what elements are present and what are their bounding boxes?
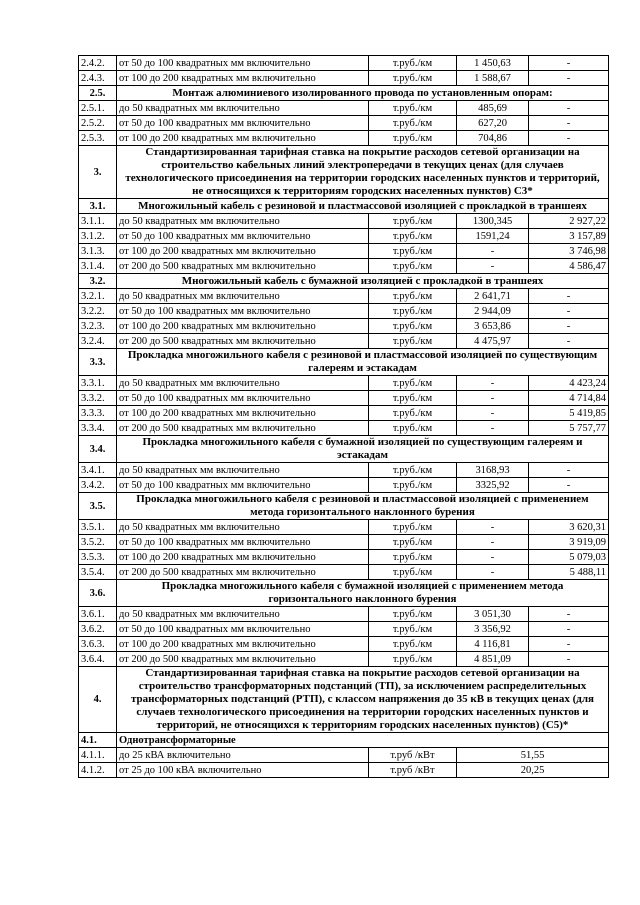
item-unit: т.руб./км xyxy=(369,319,457,334)
item-number: 3.1.4. xyxy=(79,259,117,274)
rate-value-1: 2 641,71 xyxy=(457,289,529,304)
section-number: 3.3. xyxy=(79,349,117,376)
table-row xyxy=(79,622,609,637)
section-header-row xyxy=(79,733,609,748)
item-unit: т.руб./км xyxy=(369,304,457,319)
table-row xyxy=(79,391,609,406)
rate-value-2: 4 423,24 xyxy=(529,376,609,391)
rate-value-2: - xyxy=(529,622,609,637)
section-title: Стандартизированная тарифная ставка на покрытие расходов сетевой организации на строительство кабельных линий электропередачи в текущих ценах (для случаев технологического присоединения на территории городских населенных пунктов и территорий, не относящихся к территориям городских населенных пунктов) С3* xyxy=(117,146,609,199)
table-row xyxy=(79,319,609,334)
rate-value-1: 4 851,09 xyxy=(457,652,529,667)
item-unit: т.руб./км xyxy=(369,376,457,391)
item-description: до 50 квадратных мм включительно xyxy=(117,289,369,304)
table-row xyxy=(79,565,609,580)
section-header-row xyxy=(79,667,609,733)
table-row xyxy=(79,421,609,436)
rate-value-2: - xyxy=(529,463,609,478)
table-row xyxy=(79,406,609,421)
rate-value-2: 5 419,85 xyxy=(529,406,609,421)
rate-value-1: 2 944,09 xyxy=(457,304,529,319)
section-number: 3.2. xyxy=(79,274,117,289)
table-row xyxy=(79,244,609,259)
item-description: от 100 до 200 квадратных мм включительно xyxy=(117,319,369,334)
section-title: Прокладка многожильного кабеля с резиновой и пластмассовой изоляцией по существующим галереям и эстакадам xyxy=(117,349,609,376)
item-description: от 50 до 100 квадратных мм включительно xyxy=(117,56,369,71)
item-unit: т.руб./км xyxy=(369,607,457,622)
item-number: 3.5.2. xyxy=(79,535,117,550)
rate-value-2: - xyxy=(529,101,609,116)
rate-value-2: - xyxy=(529,71,609,86)
rate-value-1: 485,69 xyxy=(457,101,529,116)
item-unit: т.руб./км xyxy=(369,652,457,667)
rate-value-2: - xyxy=(529,637,609,652)
section-number: 4. xyxy=(79,667,117,733)
section-number: 3. xyxy=(79,146,117,199)
section-title: Многожильный кабель с резиновой и пластмассовой изоляцией с прокладкой в траншеях xyxy=(117,199,609,214)
table-row xyxy=(79,763,609,778)
section-number: 3.4. xyxy=(79,436,117,463)
rate-value-1: - xyxy=(457,376,529,391)
item-number: 3.3.2. xyxy=(79,391,117,406)
table-row xyxy=(79,550,609,565)
item-description: от 50 до 100 квадратных мм включительно xyxy=(117,535,369,550)
item-unit: т.руб./км xyxy=(369,535,457,550)
table-row xyxy=(79,535,609,550)
item-unit: т.руб./км xyxy=(369,550,457,565)
table-row xyxy=(79,607,609,622)
item-number: 3.6.1. xyxy=(79,607,117,622)
item-description: от 50 до 100 квадратных мм включительно xyxy=(117,304,369,319)
item-number: 2.5.1. xyxy=(79,101,117,116)
item-number: 3.5.3. xyxy=(79,550,117,565)
item-unit: т.руб./км xyxy=(369,259,457,274)
table-row xyxy=(79,637,609,652)
item-number: 2.5.2. xyxy=(79,116,117,131)
rate-value-1: - xyxy=(457,391,529,406)
table-row xyxy=(79,463,609,478)
section-number: 3.5. xyxy=(79,493,117,520)
table-row xyxy=(79,304,609,319)
item-number: 3.3.1. xyxy=(79,376,117,391)
section-title: Монтаж алюминиевого изолированного провода по установленным опорам: xyxy=(117,86,609,101)
item-number: 3.6.2. xyxy=(79,622,117,637)
item-number: 3.2.4. xyxy=(79,334,117,349)
rate-value-2: 3 746,98 xyxy=(529,244,609,259)
item-description: до 50 квадратных мм включительно xyxy=(117,214,369,229)
rate-value: 20,25 xyxy=(457,763,609,778)
item-description: до 25 кВА включительно xyxy=(117,748,369,763)
item-number: 4.1.2. xyxy=(79,763,117,778)
rate-value-2: 4 586,47 xyxy=(529,259,609,274)
rate-value-1: 1 588,67 xyxy=(457,71,529,86)
section-title: Однотрансформаторные xyxy=(117,733,609,748)
item-number: 3.1.1. xyxy=(79,214,117,229)
item-description: от 50 до 100 квадратных мм включительно xyxy=(117,116,369,131)
table-row xyxy=(79,334,609,349)
item-number: 2.4.3. xyxy=(79,71,117,86)
item-description: от 200 до 500 квадратных мм включительно xyxy=(117,565,369,580)
section-header-row xyxy=(79,199,609,214)
item-unit: т.руб./км xyxy=(369,229,457,244)
item-number: 3.4.1. xyxy=(79,463,117,478)
rate-value-1: 627,20 xyxy=(457,116,529,131)
item-unit: т.руб /кВт xyxy=(369,748,457,763)
item-description: до 50 квадратных мм включительно xyxy=(117,376,369,391)
item-unit: т.руб /кВт xyxy=(369,763,457,778)
table-row xyxy=(79,478,609,493)
item-unit: т.руб./км xyxy=(369,71,457,86)
section-title: Прокладка многожильного кабеля с бумажной изоляцией с применением метода горизонтального наклонного бурения xyxy=(117,580,609,607)
rate-value-1: 3325,92 xyxy=(457,478,529,493)
table-row xyxy=(79,116,609,131)
rate-value-2: 3 620,31 xyxy=(529,520,609,535)
section-number: 3.6. xyxy=(79,580,117,607)
section-header-row xyxy=(79,493,609,520)
item-description: от 50 до 100 квадратных мм включительно xyxy=(117,229,369,244)
item-number: 3.2.2. xyxy=(79,304,117,319)
rate-value-2: - xyxy=(529,319,609,334)
table-row xyxy=(79,101,609,116)
rate-value-1: 3168,93 xyxy=(457,463,529,478)
item-number: 3.3.4. xyxy=(79,421,117,436)
section-header-row xyxy=(79,436,609,463)
rate-value-1: 4 475,97 xyxy=(457,334,529,349)
rate-value-1: - xyxy=(457,244,529,259)
section-header-row xyxy=(79,274,609,289)
rate-value-1: - xyxy=(457,550,529,565)
item-number: 4.1.1. xyxy=(79,748,117,763)
item-description: до 50 квадратных мм включительно xyxy=(117,607,369,622)
rate-value-1: - xyxy=(457,259,529,274)
item-unit: т.руб./км xyxy=(369,289,457,304)
item-number: 3.5.1. xyxy=(79,520,117,535)
rate-value-2: 2 927,22 xyxy=(529,214,609,229)
rate-value-1: 1300,345 xyxy=(457,214,529,229)
table-row xyxy=(79,71,609,86)
item-number: 3.1.3. xyxy=(79,244,117,259)
rate-value-2: 4 714,84 xyxy=(529,391,609,406)
item-unit: т.руб./км xyxy=(369,622,457,637)
rate-value-1: 3 653,86 xyxy=(457,319,529,334)
rate-value-1: - xyxy=(457,535,529,550)
rate-value-2: 5 079,03 xyxy=(529,550,609,565)
item-description: от 200 до 500 квадратных мм включительно xyxy=(117,652,369,667)
item-number: 3.4.2. xyxy=(79,478,117,493)
item-description: от 200 до 500 квадратных мм включительно xyxy=(117,421,369,436)
rate-value-1: - xyxy=(457,421,529,436)
item-unit: т.руб./км xyxy=(369,244,457,259)
rate-value-1: 1 450,63 xyxy=(457,56,529,71)
section-title: Многожильный кабель с бумажной изоляцией с прокладкой в траншеях xyxy=(117,274,609,289)
section-header-row xyxy=(79,86,609,101)
item-unit: т.руб./км xyxy=(369,101,457,116)
tariff-page xyxy=(78,55,608,778)
rate-value-2: - xyxy=(529,304,609,319)
rate-value-1: 704,86 xyxy=(457,131,529,146)
item-number: 3.5.4. xyxy=(79,565,117,580)
table-row xyxy=(79,131,609,146)
rate-value-1: 4 116,81 xyxy=(457,637,529,652)
item-number: 3.3.3. xyxy=(79,406,117,421)
item-number: 3.6.3. xyxy=(79,637,117,652)
item-description: от 25 до 100 кВА включительно xyxy=(117,763,369,778)
table-row xyxy=(79,520,609,535)
item-description: от 200 до 500 квадратных мм включительно xyxy=(117,259,369,274)
rate-value-1: 1591,24 xyxy=(457,229,529,244)
section-title: Прокладка многожильного кабеля с бумажной изоляцией по существующим галереям и эстакадам xyxy=(117,436,609,463)
rate-value-2: - xyxy=(529,607,609,622)
table-row xyxy=(79,259,609,274)
section-number: 2.5. xyxy=(79,86,117,101)
rate-value-2: - xyxy=(529,334,609,349)
item-number: 3.2.1. xyxy=(79,289,117,304)
item-unit: т.руб./км xyxy=(369,391,457,406)
item-description: от 100 до 200 квадратных мм включительно xyxy=(117,131,369,146)
table-row xyxy=(79,652,609,667)
rate-value-2: 3 157,89 xyxy=(529,229,609,244)
rate-value-2: - xyxy=(529,116,609,131)
section-number: 4.1. xyxy=(79,733,117,748)
rate-value-1: 3 051,30 xyxy=(457,607,529,622)
item-unit: т.руб./км xyxy=(369,565,457,580)
item-number: 2.5.3. xyxy=(79,131,117,146)
rate-value-2: - xyxy=(529,131,609,146)
table-row xyxy=(79,289,609,304)
item-unit: т.руб./км xyxy=(369,214,457,229)
rate-value-2: - xyxy=(529,56,609,71)
rate-value-2: - xyxy=(529,652,609,667)
item-number: 3.2.3. xyxy=(79,319,117,334)
rate-value-2: - xyxy=(529,289,609,304)
table-row xyxy=(79,214,609,229)
rate-value-1: - xyxy=(457,565,529,580)
section-title: Стандартизированная тарифная ставка на покрытие расходов сетевой организации на строительство трансформаторных подстанций (ТП), за исключением распределительных трансформаторных подстанций (РТП), с классом напряжения до 35 кВ в текущих ценах (для случаев технологического присоединения на территории городских населенных пунктов и территорий, не относящихся к территориям городских населенных пунктов) (С5)* xyxy=(117,667,609,733)
rate-value-1: - xyxy=(457,520,529,535)
rate-value-1: - xyxy=(457,406,529,421)
item-description: от 100 до 200 квадратных мм включительно xyxy=(117,406,369,421)
item-unit: т.руб./км xyxy=(369,56,457,71)
section-header-row xyxy=(79,349,609,376)
item-unit: т.руб./км xyxy=(369,406,457,421)
section-header-row xyxy=(79,146,609,199)
rate-value: 51,55 xyxy=(457,748,609,763)
item-unit: т.руб./км xyxy=(369,637,457,652)
item-unit: т.руб./км xyxy=(369,478,457,493)
item-unit: т.руб./км xyxy=(369,421,457,436)
table-row xyxy=(79,748,609,763)
item-description: до 50 квадратных мм включительно xyxy=(117,520,369,535)
table-row xyxy=(79,376,609,391)
item-unit: т.руб./км xyxy=(369,131,457,146)
item-unit: т.руб./км xyxy=(369,334,457,349)
rate-value-2: - xyxy=(529,478,609,493)
section-number: 3.1. xyxy=(79,199,117,214)
item-description: до 50 квадратных мм включительно xyxy=(117,101,369,116)
item-number: 3.1.2. xyxy=(79,229,117,244)
item-unit: т.руб./км xyxy=(369,463,457,478)
item-number: 3.6.4. xyxy=(79,652,117,667)
item-description: от 100 до 200 квадратных мм включительно xyxy=(117,71,369,86)
item-description: от 50 до 100 квадратных мм включительно xyxy=(117,478,369,493)
item-description: до 50 квадратных мм включительно xyxy=(117,463,369,478)
rate-value-2: 3 919,09 xyxy=(529,535,609,550)
item-description: от 100 до 200 квадратных мм включительно xyxy=(117,550,369,565)
item-description: от 100 до 200 квадратных мм включительно xyxy=(117,244,369,259)
item-description: от 50 до 100 квадратных мм включительно xyxy=(117,622,369,637)
item-number: 2.4.2. xyxy=(79,56,117,71)
item-unit: т.руб./км xyxy=(369,116,457,131)
section-title: Прокладка многожильного кабеля с резиновой и пластмассовой изоляцией с применением метода горизонтального наклонного бурения xyxy=(117,493,609,520)
rate-value-2: 5 488,11 xyxy=(529,565,609,580)
item-unit: т.руб./км xyxy=(369,520,457,535)
section-header-row xyxy=(79,580,609,607)
table-row xyxy=(79,56,609,71)
item-description: от 100 до 200 квадратных мм включительно xyxy=(117,637,369,652)
table-row xyxy=(79,229,609,244)
rate-value-1: 3 356,92 xyxy=(457,622,529,637)
rate-value-2: 5 757,77 xyxy=(529,421,609,436)
tariff-table xyxy=(78,55,609,778)
item-description: от 200 до 500 квадратных мм включительно xyxy=(117,334,369,349)
item-description: от 50 до 100 квадратных мм включительно xyxy=(117,391,369,406)
